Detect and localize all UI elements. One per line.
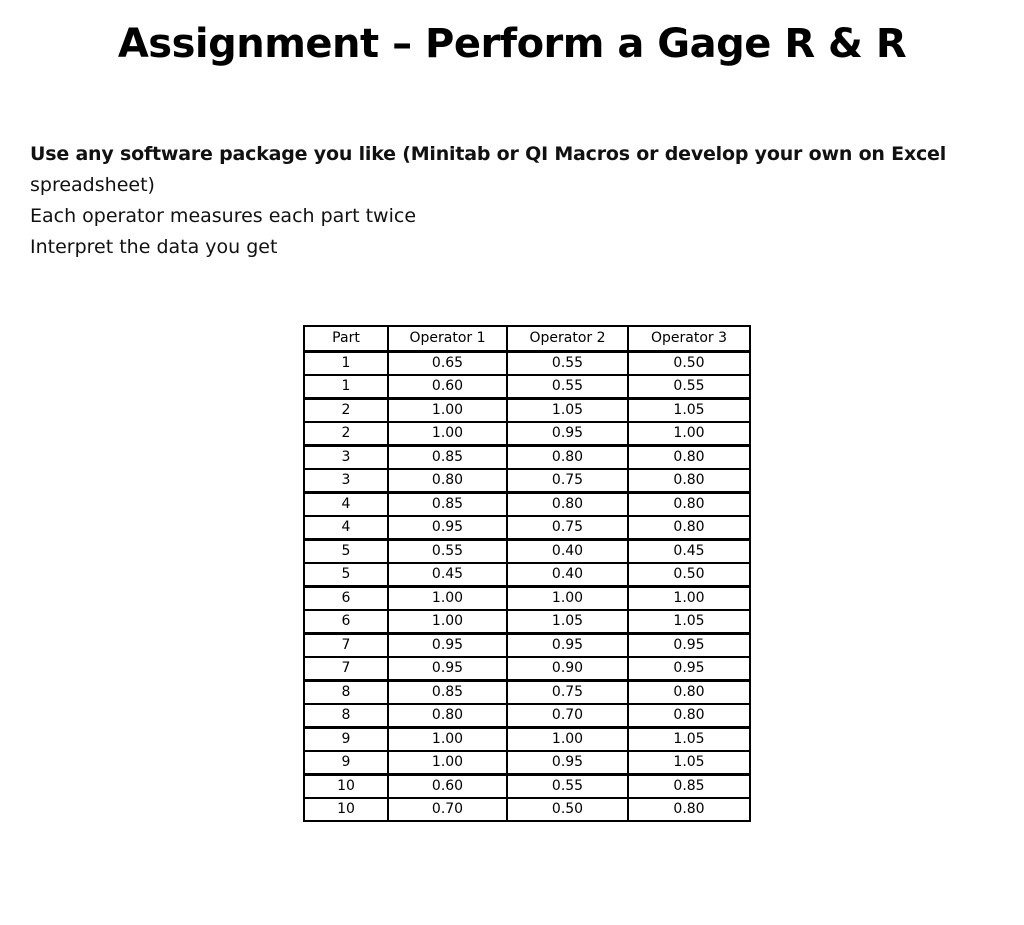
cell-part: 8 xyxy=(304,704,388,728)
cell-part: 8 xyxy=(304,681,388,705)
cell-operator-1: 0.95 xyxy=(388,516,507,540)
cell-operator-1: 0.55 xyxy=(388,540,507,564)
cell-operator-1: 0.70 xyxy=(388,798,507,821)
cell-operator-3: 1.05 xyxy=(628,751,750,775)
cell-operator-2: 1.00 xyxy=(507,728,628,752)
cell-part: 10 xyxy=(304,775,388,799)
cell-part: 10 xyxy=(304,798,388,821)
cell-operator-1: 1.00 xyxy=(388,751,507,775)
cell-operator-3: 0.95 xyxy=(628,657,750,681)
header-operator-3: Operator 3 xyxy=(628,326,750,352)
cell-operator-3: 0.95 xyxy=(628,634,750,658)
cell-part: 4 xyxy=(304,493,388,517)
table-row xyxy=(304,587,750,611)
table-row xyxy=(304,634,750,658)
cell-operator-1: 1.00 xyxy=(388,399,507,423)
table-row xyxy=(304,657,750,681)
cell-part: 7 xyxy=(304,657,388,681)
cell-operator-3: 0.45 xyxy=(628,540,750,564)
gage-rr-table xyxy=(303,325,751,822)
table-row xyxy=(304,563,750,587)
cell-part: 4 xyxy=(304,516,388,540)
cell-operator-3: 1.05 xyxy=(628,728,750,752)
cell-operator-2: 0.55 xyxy=(507,375,628,399)
cell-operator-1: 0.95 xyxy=(388,634,507,658)
cell-operator-2: 0.90 xyxy=(507,657,628,681)
cell-operator-3: 0.80 xyxy=(628,681,750,705)
cell-operator-2: 1.00 xyxy=(507,587,628,611)
cell-part: 2 xyxy=(304,422,388,446)
cell-operator-2: 0.55 xyxy=(507,775,628,799)
cell-operator-2: 0.40 xyxy=(507,540,628,564)
cell-operator-1: 0.95 xyxy=(388,657,507,681)
cell-part: 6 xyxy=(304,610,388,634)
cell-operator-2: 1.05 xyxy=(507,399,628,423)
table-row xyxy=(304,399,750,423)
table-header-row xyxy=(304,326,750,352)
table-row xyxy=(304,681,750,705)
instruction-software-cont: spreadsheet) xyxy=(30,174,155,196)
cell-operator-3: 0.80 xyxy=(628,469,750,493)
table-row xyxy=(304,375,750,399)
cell-part: 9 xyxy=(304,751,388,775)
table-row xyxy=(304,352,750,376)
cell-operator-3: 0.50 xyxy=(628,352,750,376)
instruction-interpret: Interpret the data you get xyxy=(30,236,278,258)
cell-operator-2: 0.75 xyxy=(507,516,628,540)
cell-operator-2: 0.95 xyxy=(507,634,628,658)
table-row xyxy=(304,728,750,752)
header-operator-1: Operator 1 xyxy=(388,326,507,352)
cell-part: 9 xyxy=(304,728,388,752)
cell-operator-2: 1.05 xyxy=(507,610,628,634)
instruction-software: Use any software package you like (Minitab or QI Macros or develop your own on Excel xyxy=(30,143,947,165)
gage-rr-table-container xyxy=(303,325,749,822)
cell-operator-1: 1.00 xyxy=(388,728,507,752)
header-operator-2: Operator 2 xyxy=(507,326,628,352)
table-row xyxy=(304,775,750,799)
cell-operator-1: 0.65 xyxy=(388,352,507,376)
cell-operator-3: 0.80 xyxy=(628,446,750,470)
cell-operator-2: 0.95 xyxy=(507,422,628,446)
cell-part: 2 xyxy=(304,399,388,423)
cell-operator-1: 0.85 xyxy=(388,446,507,470)
cell-operator-3: 0.80 xyxy=(628,704,750,728)
cell-operator-2: 0.55 xyxy=(507,352,628,376)
cell-operator-3: 1.00 xyxy=(628,422,750,446)
cell-operator-1: 0.60 xyxy=(388,375,507,399)
cell-operator-3: 0.80 xyxy=(628,798,750,821)
cell-operator-3: 0.80 xyxy=(628,493,750,517)
cell-operator-1: 0.80 xyxy=(388,704,507,728)
cell-operator-2: 0.95 xyxy=(507,751,628,775)
header-part: Part xyxy=(304,326,388,352)
cell-operator-2: 0.70 xyxy=(507,704,628,728)
cell-operator-1: 0.85 xyxy=(388,681,507,705)
table-row xyxy=(304,798,750,821)
cell-operator-1: 0.80 xyxy=(388,469,507,493)
cell-operator-1: 1.00 xyxy=(388,587,507,611)
instructions xyxy=(30,139,1000,263)
cell-operator-3: 0.80 xyxy=(628,516,750,540)
page-title: Assignment – Perform a Gage R & R xyxy=(117,21,907,67)
cell-operator-3: 1.05 xyxy=(628,610,750,634)
cell-operator-1: 0.85 xyxy=(388,493,507,517)
cell-operator-3: 0.85 xyxy=(628,775,750,799)
cell-operator-3: 0.55 xyxy=(628,375,750,399)
cell-part: 5 xyxy=(304,540,388,564)
cell-operator-1: 1.00 xyxy=(388,422,507,446)
cell-operator-3: 0.50 xyxy=(628,563,750,587)
cell-part: 7 xyxy=(304,634,388,658)
cell-part: 5 xyxy=(304,563,388,587)
table-row xyxy=(304,446,750,470)
cell-operator-3: 1.05 xyxy=(628,399,750,423)
table-row xyxy=(304,610,750,634)
cell-operator-3: 1.00 xyxy=(628,587,750,611)
cell-operator-1: 1.00 xyxy=(388,610,507,634)
cell-part: 6 xyxy=(304,587,388,611)
cell-operator-2: 0.75 xyxy=(507,681,628,705)
cell-operator-1: 0.45 xyxy=(388,563,507,587)
cell-operator-2: 0.80 xyxy=(507,446,628,470)
table-row xyxy=(304,704,750,728)
table-row xyxy=(304,469,750,493)
table-row xyxy=(304,493,750,517)
cell-operator-1: 0.60 xyxy=(388,775,507,799)
cell-part: 3 xyxy=(304,446,388,470)
cell-operator-2: 0.80 xyxy=(507,493,628,517)
table-row xyxy=(304,516,750,540)
table-row xyxy=(304,422,750,446)
table-row xyxy=(304,751,750,775)
cell-part: 3 xyxy=(304,469,388,493)
cell-operator-2: 0.40 xyxy=(507,563,628,587)
cell-part: 1 xyxy=(304,352,388,376)
instruction-measure: Each operator measures each part twice xyxy=(30,205,417,227)
cell-operator-2: 0.75 xyxy=(507,469,628,493)
cell-operator-2: 0.50 xyxy=(507,798,628,821)
cell-part: 1 xyxy=(304,375,388,399)
table-body xyxy=(304,352,750,822)
table-row xyxy=(304,540,750,564)
